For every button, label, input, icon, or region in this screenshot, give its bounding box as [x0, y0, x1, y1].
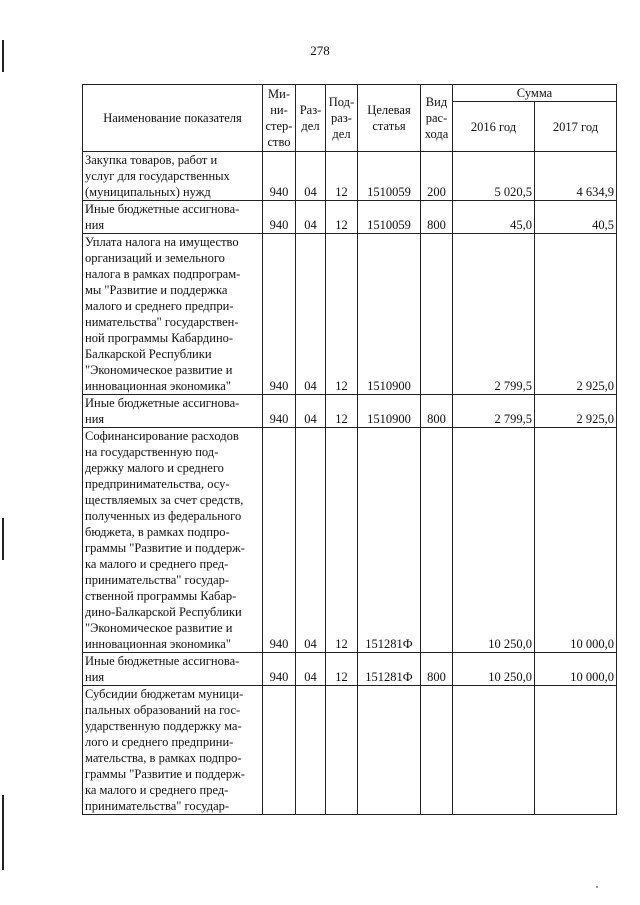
row-sum-2017: 40,5: [535, 201, 617, 234]
row-sum-2017: 10 000,0: [535, 428, 617, 653]
row-subsection: 12: [326, 653, 358, 686]
table-row: [83, 428, 617, 653]
row-expense-type: [421, 686, 453, 815]
row-section: 04: [296, 234, 326, 395]
page-number: 278: [310, 43, 330, 58]
row-ministry: 940: [263, 234, 296, 395]
row-name: Субсидии бюджетам муници- пальных образований на гос- ударственную поддержку ма- лого и среднего предприни- мательства, в рамках подпро- граммы "Развитие и поддерж- ка малого и среднего пред- принимательства" государ-: [83, 686, 263, 815]
row-name: Софинансирование расходов на государственную под- держку малого и среднего предпринимательства, осу- ществляемых за счет средств, полученных из федерального бюджета, в рамках подпро- граммы "Развитие и поддерж- ка малого и среднего пред- принимательства" государ- ственной программы Кабар- дино-Балкарской Республики "Экономическое развитие и инновационная экономика": [83, 428, 263, 653]
header-subsection-text: Под- раз- дел: [328, 95, 355, 141]
row-ministry: 940: [263, 428, 296, 653]
row-name: Иные бюджетные ассигнова- ния: [83, 201, 263, 234]
table-row: [83, 201, 617, 234]
header-year-2017: 2017 год: [535, 102, 617, 152]
row-expense-type: 200: [421, 152, 453, 201]
row-expense-type: 800: [421, 395, 453, 428]
row-target-item: 151281Ф: [358, 428, 421, 653]
header-name: Наименование показателя: [83, 85, 263, 152]
row-name: Иные бюджетные ассигнова- ния: [83, 395, 263, 428]
table-row: [83, 686, 617, 815]
header-year-2016: 2016 год: [453, 102, 535, 152]
row-sum-2016: 5 020,5: [453, 152, 535, 201]
row-ministry: 940: [263, 152, 296, 201]
header-sum-group: Сумма: [453, 85, 617, 102]
header-ministry: [263, 85, 296, 152]
row-name: Закупка товаров, работ и услуг для государственных (муниципальных) нужд: [83, 152, 263, 201]
row-sum-2016: 10 250,0: [453, 428, 535, 653]
table-row: [83, 152, 617, 201]
row-target-item: 1510900: [358, 395, 421, 428]
row-section: 04: [296, 428, 326, 653]
row-ministry: [263, 686, 296, 815]
header-section-text: Раз- дел: [299, 103, 322, 133]
row-name: Уплата налога на имущество организаций и земельного налога в рамках подпрограм- мы "Развитие и поддержка малого и среднего предпри- нимательства" государствен- ной программы Кабардино- Балкарской Республики "Экономическое развитие и инновационная экономика": [83, 234, 263, 395]
binding-mark-middle: [2, 518, 4, 560]
row-expense-type: 800: [421, 653, 453, 686]
row-name: Иные бюджетные ассигнова- ния: [83, 653, 263, 686]
header-section: [296, 85, 326, 152]
header-expense-type-text: Вид рас- хода: [424, 95, 449, 141]
row-section: 04: [296, 395, 326, 428]
row-sum-2017: 2 925,0: [535, 395, 617, 428]
row-subsection: 12: [326, 152, 358, 201]
row-subsection: 12: [326, 201, 358, 234]
row-section: [296, 686, 326, 815]
header-subsection: [326, 85, 358, 152]
row-ministry: 940: [263, 395, 296, 428]
row-expense-type: 800: [421, 201, 453, 234]
row-target-item: 1510059: [358, 201, 421, 234]
row-sum-2016: 2 799,5: [453, 395, 535, 428]
header-target-item-text: Целевая статья: [367, 103, 411, 133]
row-ministry: 940: [263, 653, 296, 686]
row-subsection: [326, 686, 358, 815]
budget-table: [82, 84, 617, 815]
row-sum-2016: 10 250,0: [453, 653, 535, 686]
row-sum-2016: 45,0: [453, 201, 535, 234]
row-subsection: 12: [326, 395, 358, 428]
table-row: [83, 395, 617, 428]
row-expense-type: [421, 234, 453, 395]
binding-mark-top: [2, 40, 4, 72]
scan-speck: [596, 886, 598, 888]
row-section: 04: [296, 653, 326, 686]
row-sum-2016: [453, 686, 535, 815]
row-section: 04: [296, 152, 326, 201]
row-section: 04: [296, 201, 326, 234]
header-target-item: [358, 85, 421, 152]
row-subsection: 12: [326, 234, 358, 395]
row-sum-2017: [535, 686, 617, 815]
row-sum-2016: 2 799,5: [453, 234, 535, 395]
row-target-item: [358, 686, 421, 815]
header-expense-type: [421, 85, 453, 152]
row-sum-2017: 10 000,0: [535, 653, 617, 686]
row-target-item: 1510900: [358, 234, 421, 395]
row-subsection: 12: [326, 428, 358, 653]
row-expense-type: [421, 428, 453, 653]
row-target-item: 151281Ф: [358, 653, 421, 686]
row-sum-2017: 2 925,0: [535, 234, 617, 395]
row-ministry: 940: [263, 201, 296, 234]
header-ministry-text: Ми- ни- стер- ство: [265, 87, 293, 149]
table-row: [83, 234, 617, 395]
row-target-item: 1510059: [358, 152, 421, 201]
row-sum-2017: 4 634,9: [535, 152, 617, 201]
binding-mark-bottom: [2, 795, 4, 870]
table-row: [83, 653, 617, 686]
